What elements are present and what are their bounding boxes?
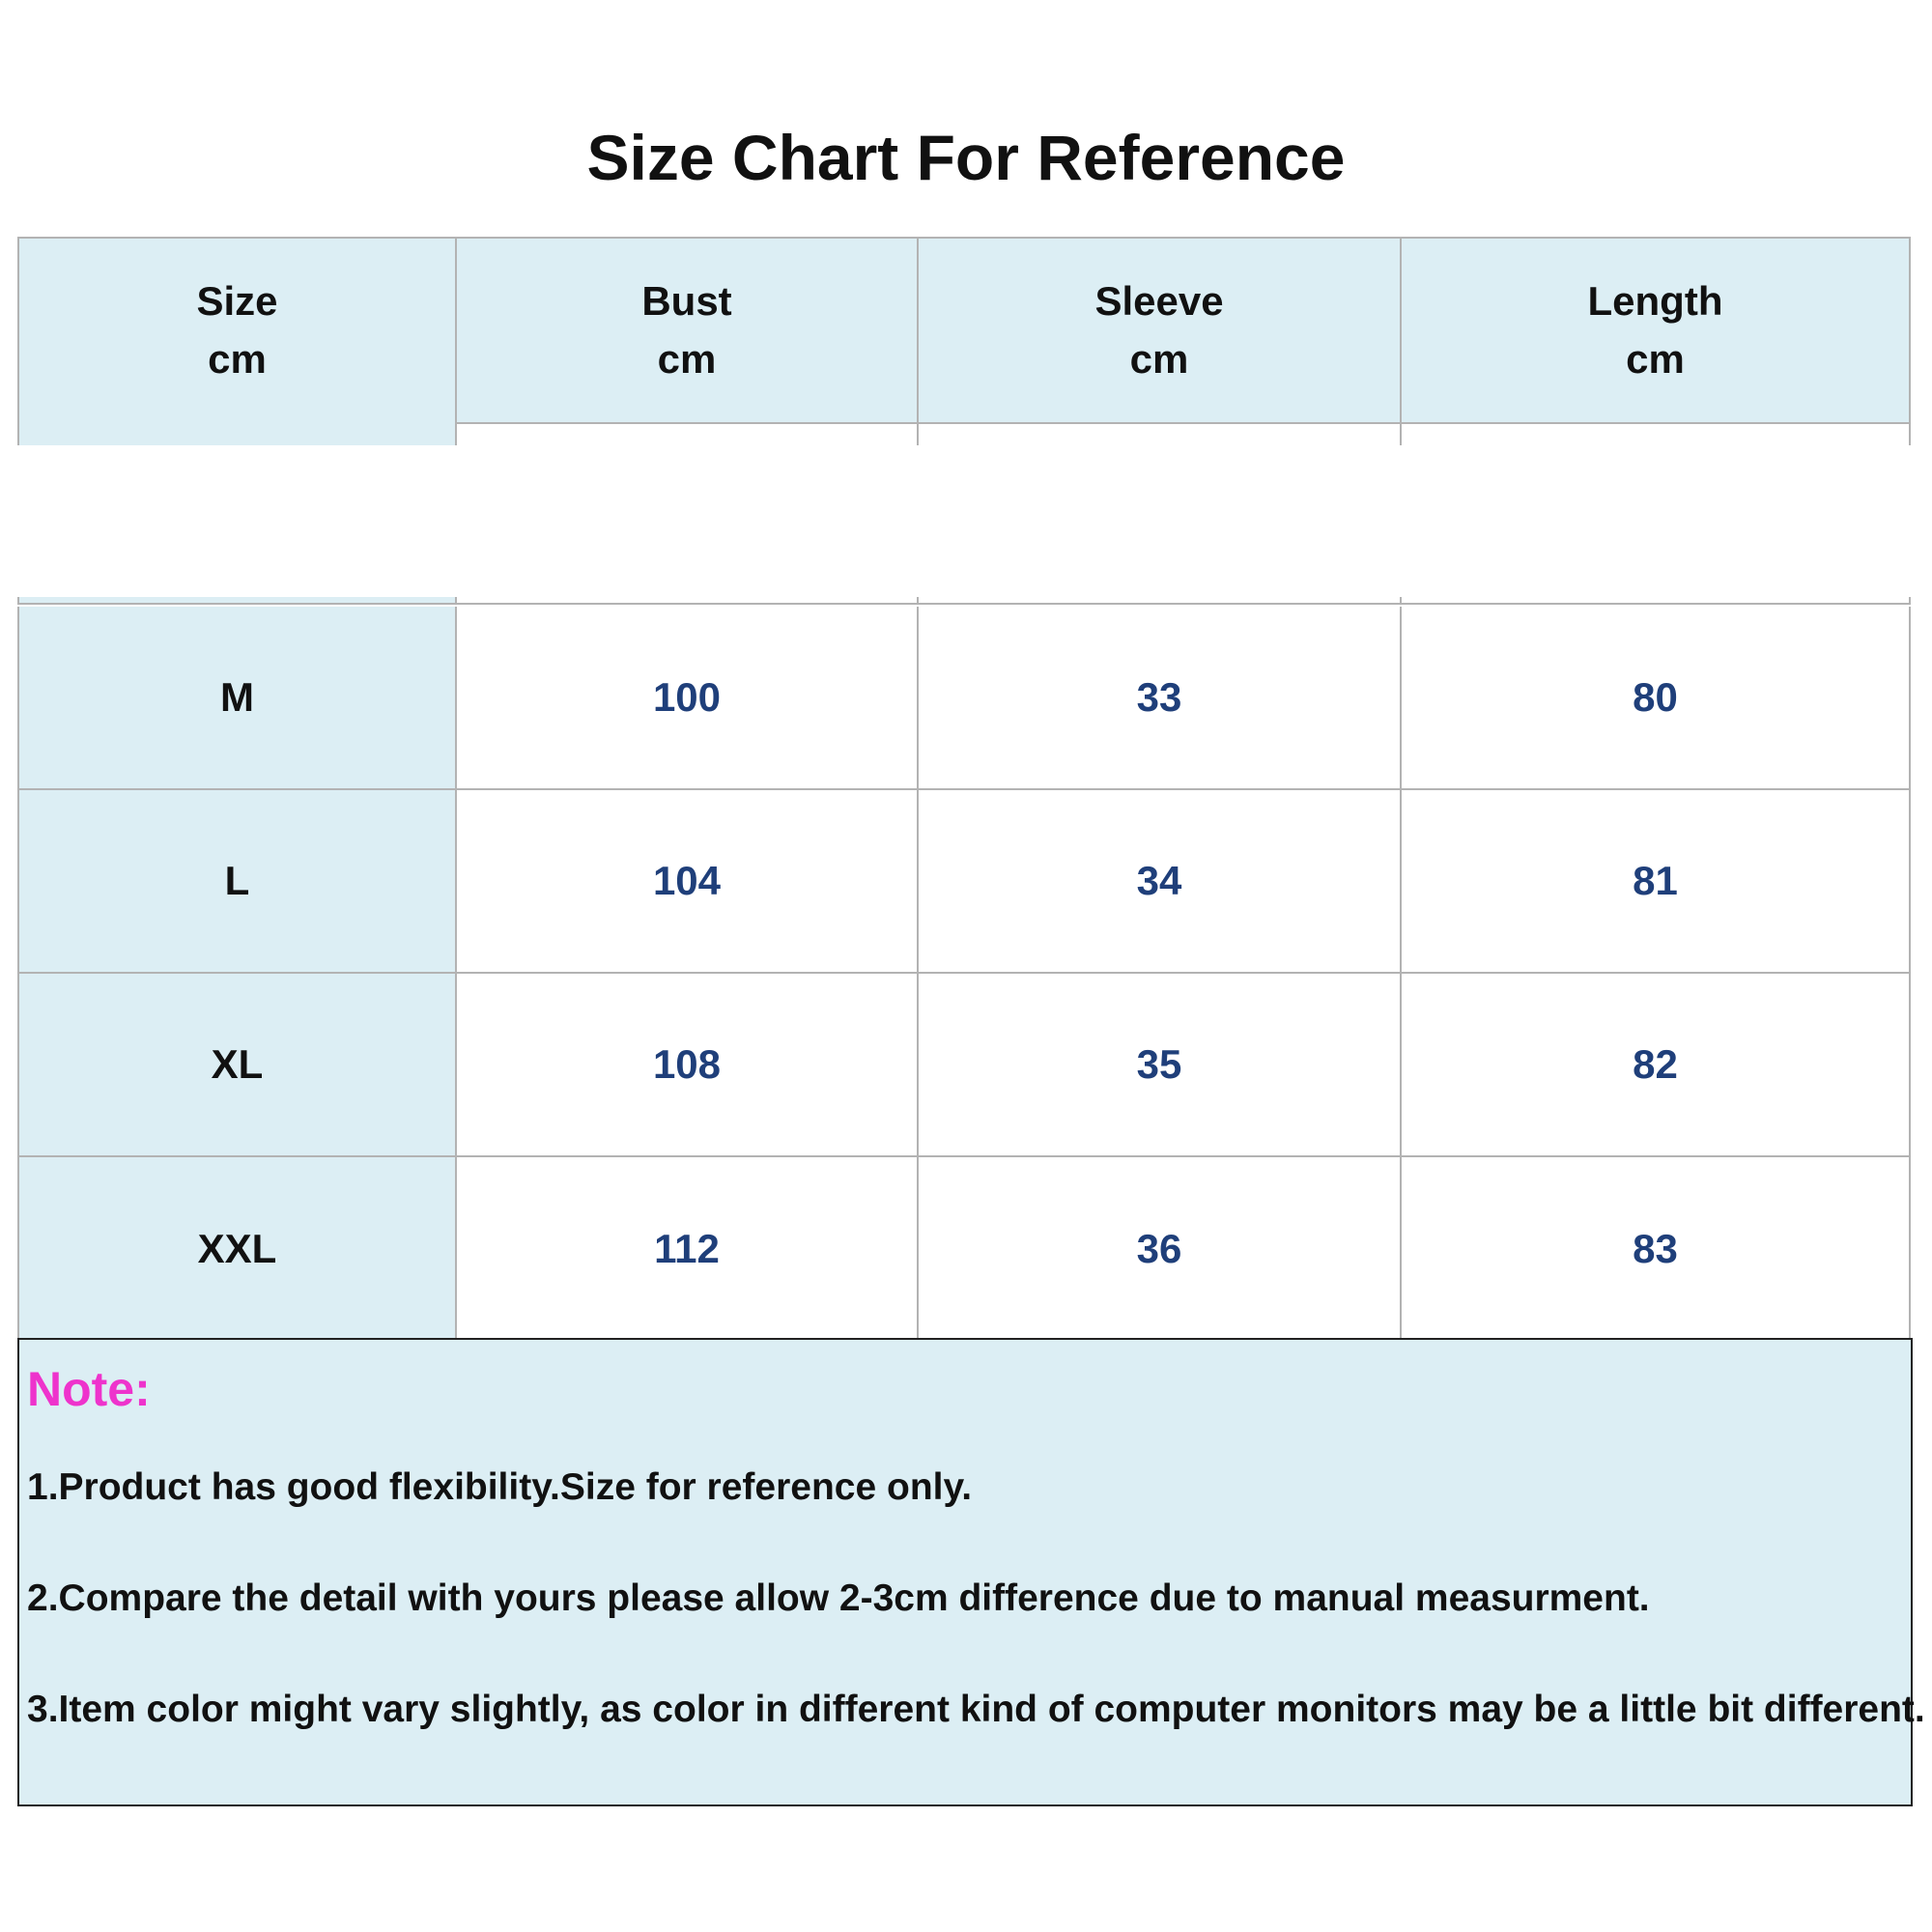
- bust-value: 108: [652, 1041, 722, 1087]
- header-bust-unit: cm: [657, 336, 717, 382]
- header-length-unit: cm: [1626, 336, 1685, 382]
- table-header: [17, 237, 1911, 424]
- bust-value-cell: [457, 607, 919, 788]
- stub-cell: [457, 422, 919, 445]
- stub-cell: [919, 422, 1402, 445]
- sleeve-value-cell: [919, 1157, 1402, 1341]
- table-body: [17, 607, 1911, 1341]
- length-value-cell: [1402, 790, 1909, 972]
- sleeve-value: 34: [1136, 858, 1182, 903]
- note-line-3: 3.Item color might vary slightly, as color in different kind of computer monitors may be a little bit different.: [27, 1689, 1925, 1730]
- header-cell-length: [1402, 239, 1909, 422]
- header-size-label: Size: [196, 278, 278, 324]
- bust-value: 112: [654, 1226, 720, 1271]
- size-label: XL: [211, 1041, 264, 1087]
- stub-cell: [1402, 422, 1909, 445]
- size-label: M: [220, 674, 254, 720]
- bust-value-cell: [457, 974, 919, 1155]
- header-size-unit: cm: [208, 336, 267, 382]
- length-value-cell: [1402, 974, 1909, 1155]
- length-value: 82: [1633, 1041, 1678, 1087]
- bust-value: 100: [652, 674, 722, 720]
- size-cell: [19, 974, 457, 1155]
- note-line-1: 1.Product has good flexibility.Size for reference only.: [27, 1466, 973, 1508]
- stub-cell: [1402, 597, 1909, 603]
- table-row: [19, 974, 1909, 1157]
- header-cell-size: [19, 239, 457, 422]
- header-length-label: Length: [1587, 278, 1723, 324]
- size-label: L: [224, 858, 250, 903]
- note-line-2: 2.Compare the detail with yours please allow 2-3cm difference due to manual measurment.: [27, 1577, 1650, 1619]
- sleeve-value-cell: [919, 607, 1402, 788]
- table-row: [19, 1157, 1909, 1341]
- note-label: Note:: [27, 1362, 151, 1416]
- size-cell: [19, 1157, 457, 1341]
- sleeve-value: 36: [1136, 1226, 1182, 1271]
- length-value-cell: [1402, 607, 1909, 788]
- header-bust-label: Bust: [641, 278, 732, 324]
- length-value: 80: [1633, 674, 1678, 720]
- table-gap-stub-top: [17, 422, 1911, 445]
- stub-cell: [19, 422, 457, 445]
- length-value-cell: [1402, 1157, 1909, 1341]
- bust-value: 104: [652, 858, 722, 903]
- table-gap-stub-bottom: [17, 597, 1911, 605]
- sleeve-value: 35: [1136, 1041, 1182, 1087]
- stub-cell: [919, 597, 1402, 603]
- stub-cell: [457, 597, 919, 603]
- size-cell: [19, 790, 457, 972]
- length-value: 81: [1633, 858, 1678, 903]
- header-sleeve-unit: cm: [1129, 336, 1189, 382]
- chart-title: Size Chart For Reference: [586, 122, 1346, 193]
- length-value: 83: [1633, 1226, 1678, 1271]
- table-row: [19, 607, 1909, 790]
- bust-value-cell: [457, 790, 919, 972]
- header-row: [19, 239, 1909, 424]
- header-sleeve-label: Sleeve: [1094, 278, 1224, 324]
- note-box: [17, 1338, 1925, 1806]
- header-cell-sleeve: [919, 239, 1402, 422]
- header-cell-bust: [457, 239, 919, 422]
- stub-cell: [19, 597, 457, 603]
- sleeve-value-cell: [919, 790, 1402, 972]
- size-cell: [19, 607, 457, 788]
- sleeve-value-cell: [919, 974, 1402, 1155]
- size-label: XXL: [197, 1226, 277, 1271]
- bust-value-cell: [457, 1157, 919, 1341]
- sleeve-value: 33: [1136, 674, 1182, 720]
- table-row: [19, 790, 1909, 974]
